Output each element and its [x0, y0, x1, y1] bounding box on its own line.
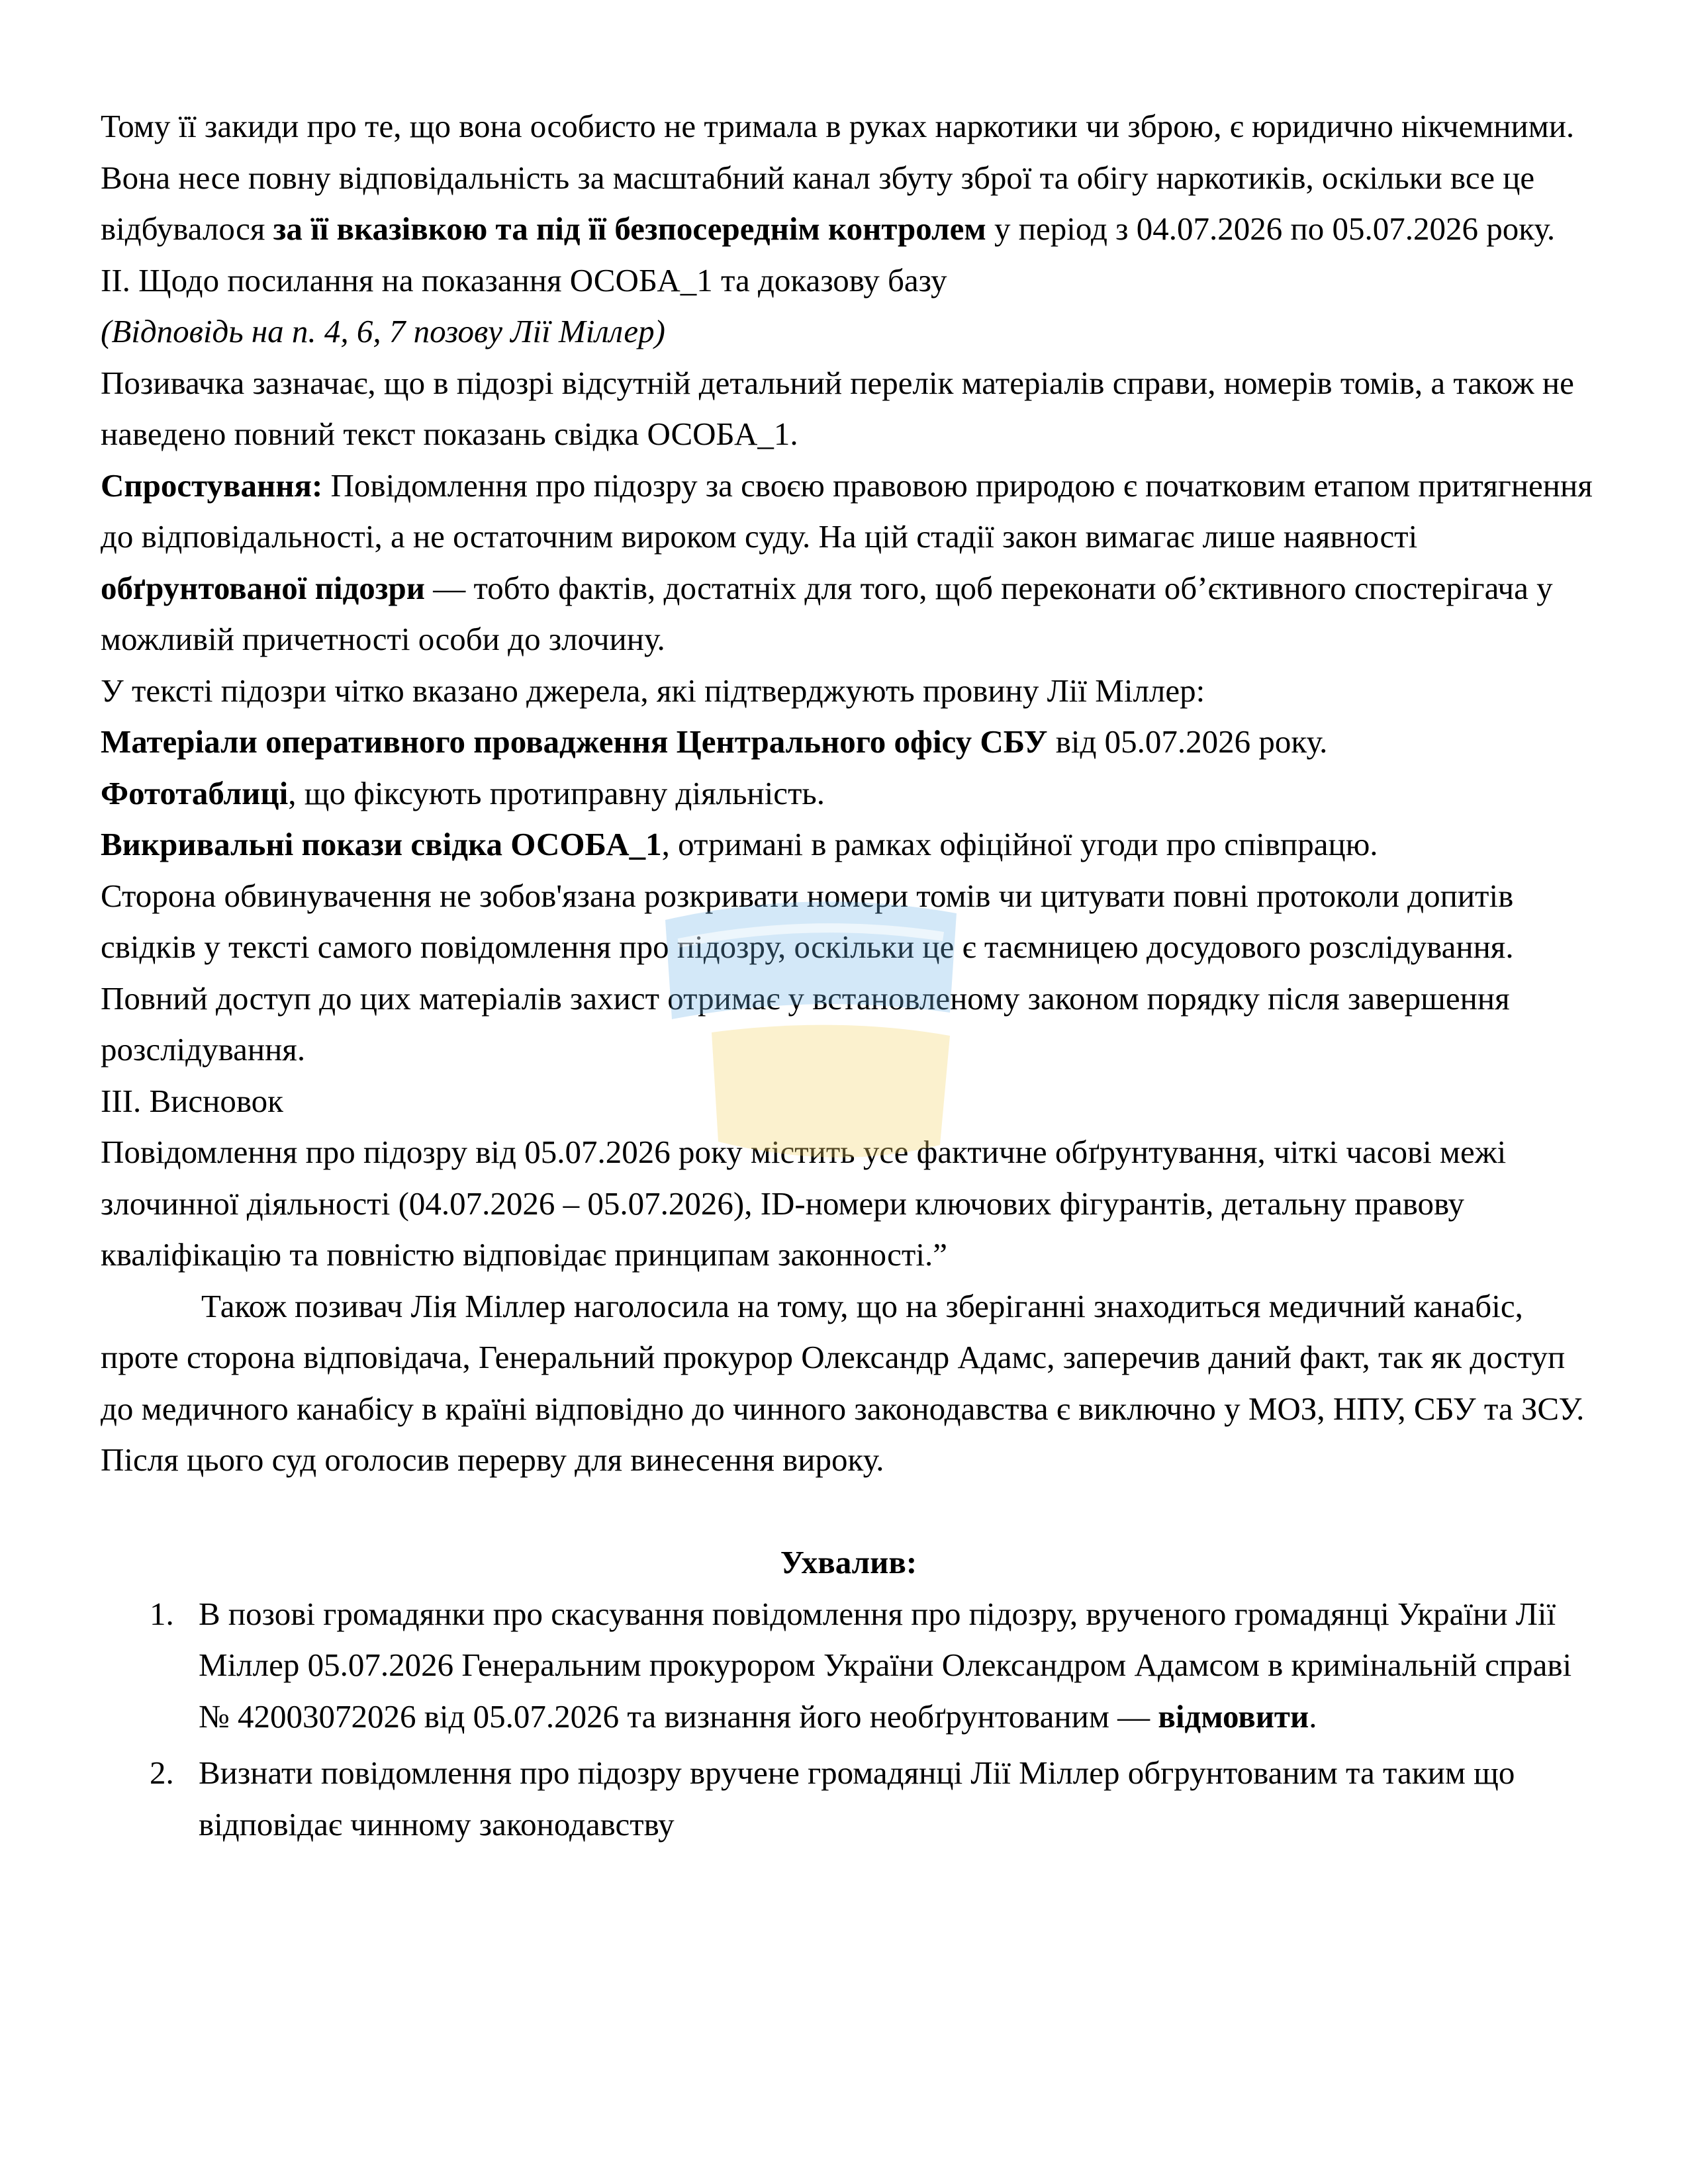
decision-list [101, 1588, 1597, 1850]
italic-span: (Відповідь на п. 4, 6, 7 позову Лії Міллер) [101, 313, 665, 349]
text-span: Визнати повідомлення про підозру вручене громадянці Лії Міллер обгрунтованим та таким що відповідає чинному законодавству [199, 1754, 1515, 1843]
text-span: , що фіксують протиправну діяльність. [288, 774, 825, 811]
paragraph-responsibility [101, 101, 1597, 255]
section-title-3: III. Висновок [101, 1082, 283, 1119]
document-page [101, 101, 1597, 1855]
text-span: Повідомлення про підозру за своєю правовою природою є початковим етапом притягнення до відповідальності, а не остаточним вироком суду. На цій стадії закон вимагає лише наявності [101, 467, 1593, 555]
decision-item [101, 1747, 1597, 1850]
bold-span: Спростування: [101, 467, 323, 504]
list-number: 2. [150, 1754, 174, 1791]
section-title-2: II. Щодо посилання на показання ОСОБА_1 та доказову базу [101, 261, 947, 298]
bold-span: обґрунтованої підозри [101, 569, 425, 606]
text-span: у період з 04.07.2026 по 05.07.2026 року. [986, 210, 1556, 247]
bold-span: Матеріали оперативного провадження Центрального офісу СБУ [101, 723, 1048, 760]
paragraph-prosecution: Сторона обвинувачення не зобов'язана розкривати номери томів чи цитувати повні протоколи допитів свідків у тексті самого повідомлення про підозру, оскільки це є таємницею досудового розслідування. Повний доступ до цих матеріалів захист отримає у встановленому законом порядку після завершення розслідування. [101, 877, 1514, 1068]
text-span: Тому її закиди про те, що вона особисто не тримала в руках наркотики чи зброю, є юридично нікчемними. Вона несе повну відповідальність за масштабний канал збуту зброї та обігу наркотиків, оскільки все це відбувалося [101, 108, 1575, 247]
bold-span: за її вказівкою та під її безпосереднім контролем [273, 210, 986, 247]
paragraph-sources-intro: У тексті підозри чітко вказано джерела, які підтверджують провину Лії Міллер: [101, 672, 1205, 709]
bold-span: Викривальні покази свідка ОСОБА_1 [101, 826, 662, 862]
paragraph-claim: Позивачка зазначає, що в підозрі відсутній детальний перелік матеріалів справи, номерів томів, а також не наведено повний текст показань свідка ОСОБА_1. [101, 364, 1574, 452]
paragraph-recess: Після цього суд оголосив перерву для винесення вироку. [101, 1441, 884, 1478]
blank-line [101, 1486, 1597, 1537]
text-span: . [1309, 1698, 1317, 1735]
source-item-sbu [101, 716, 1597, 768]
paragraph-conclusion: Повідомлення про підозру від 05.07.2026 року містить усе фактичне обґрунтування, чіткі часові межі злочинної діяльності (04.07.2026 – 05.07.2026), ID-номери ключових фігурантів, детальну правову кваліфікацію та повністю відповідає принципам законності.” [101, 1134, 1507, 1273]
decision-item [101, 1588, 1597, 1743]
list-number: 1. [150, 1595, 174, 1632]
text-span: від 05.07.2026 року. [1047, 723, 1328, 760]
text-span: В позові громадянки про скасування повідомлення про підозру, врученого громадянці України Лії Міллер 05.07.2026 Генеральним прокурором України Олександром Адамсом в кримінальній справі № 42003072026 від 05.07.2026 та визнання його необґрунтованим — [199, 1595, 1572, 1735]
decision-title: Ухвалив: [780, 1544, 917, 1580]
paragraph-cannabis: Також позивач Лія Міллер наголосила на тому, що на зберіганні знаходиться медичний канабіс, проте сторона відповідача, Генеральний прокурор Олександр Адамс, заперечив даний факт, так як доступ до медичного канабісу в країні відповідно до чинного законодавства є виключно у МОЗ, НПУ, СБУ та ЗСУ. [101, 1287, 1585, 1427]
source-item-witness [101, 819, 1597, 870]
bold-span: відмовити [1158, 1698, 1309, 1735]
paragraph-rebuttal [101, 460, 1597, 665]
source-item-photos [101, 768, 1597, 819]
bold-span: Фототаблиці [101, 774, 289, 811]
section-subtitle-2 [101, 306, 1597, 357]
text-span: , отримані в рамках офіційної угоди про співпрацю. [661, 826, 1378, 862]
text-span: — тобто фактів, достатніх для того, щоб переконати об’єктивного спостерігача у можливій причетності особи до злочину. [101, 569, 1553, 657]
